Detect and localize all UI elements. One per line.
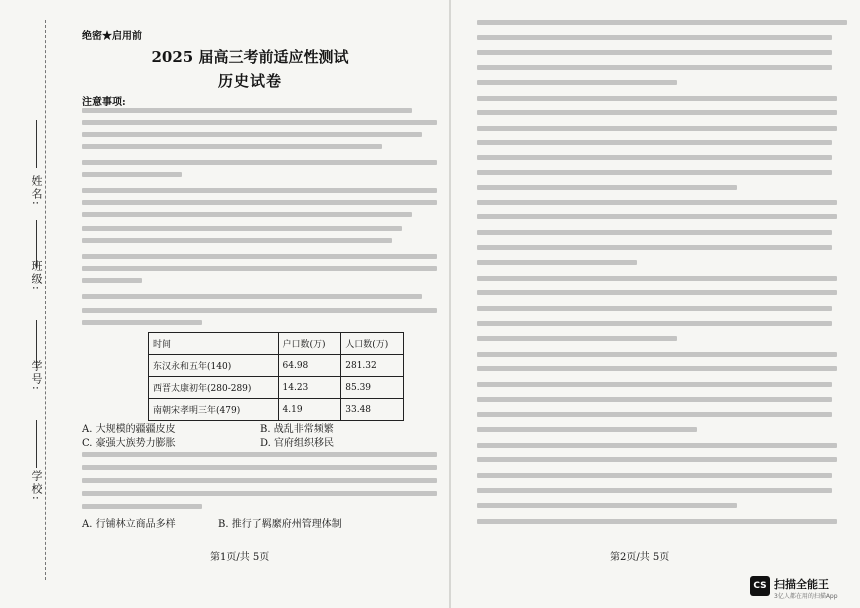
table-cell: 281.32 [341,355,404,377]
exam-subject: 历史试卷 [217,72,282,90]
table-cell: 西晋太康初年(280-289) [149,377,279,399]
question-options-line [477,126,837,131]
question-line [477,382,832,387]
question-line [477,155,832,160]
table-cell: 64.98 [278,355,341,377]
exam-title: 2025 届高三考前适应性测试 [151,48,349,66]
secret-label: 绝密★启用前 [82,31,142,42]
table-header-cell: 时间 [149,333,279,355]
question-line [477,35,832,40]
question-line [82,452,437,457]
binding-dashed-line [45,20,46,580]
question-line [82,320,202,325]
table-header-row [149,333,404,355]
notes-line [82,108,412,113]
question-line [82,278,142,283]
question-line [477,170,832,175]
question-line [477,65,832,70]
question-options-line [477,290,837,295]
question-line [477,80,677,85]
page-2-footer: 第2页/共 5页 [610,552,670,563]
q3-option-c: C. 豪强大族势力膨胀 [82,438,176,449]
scanner-tagline: 3亿人都在用的扫描App [774,593,838,600]
notes-label: 注意事项: [82,97,126,108]
question-line [82,254,437,259]
population-table [148,332,404,421]
question-options-line [477,110,837,115]
q3-option-d: D. 官府组织移民 [260,438,335,449]
question-line [82,308,437,313]
table-row [149,377,404,399]
section-heading-line [82,160,437,165]
table-header-cell: 户口数(万) [278,333,341,355]
table-cell: 14.23 [278,377,341,399]
question-options-line [477,276,837,281]
binding-margin [0,0,58,608]
question-line [477,397,832,402]
margin-label-student-id: 学号: [30,360,43,392]
question-line [477,412,832,417]
question-line [477,140,832,145]
question-line [82,491,437,496]
question-line [477,321,832,326]
question-line [477,503,737,508]
table-cell: 4.19 [278,399,341,421]
q4-option-a: A. 行铺林立商品多样 [82,519,176,530]
question-line [477,230,832,235]
question-line [82,200,437,205]
margin-label-school: 学校: [30,470,43,502]
notes-line [82,144,382,149]
question-line [477,20,847,25]
question-line [82,266,437,271]
question-line [477,488,832,493]
notes-line [82,132,422,137]
question-line [82,212,412,217]
question-line [477,50,832,55]
scanner-app-name: 扫描全能王 [774,578,829,591]
q4-option-b: B. 推行了羁縻府州管理体制 [218,519,342,530]
margin-label-name: 姓名: [30,175,43,207]
question-line [477,336,677,341]
page-fold [449,0,451,608]
q3-option-b: B. 战乱非常频繁 [260,424,334,435]
question-options-line [477,200,837,205]
page-1-footer: 第1页/共 5页 [210,552,270,563]
margin-label-class: 班级: [30,260,43,292]
question-line [477,427,697,432]
question-line [82,188,437,193]
scanner-watermark [750,572,850,602]
question-line [477,473,832,478]
table-header-cell: 人口数(万) [341,333,404,355]
table-cell: 南朝宋孝明三年(479) [149,399,279,421]
question-line [477,245,832,250]
table-cell: 33.48 [341,399,404,421]
scanner-logo-icon: CS [750,576,770,596]
question-options-line [477,457,837,462]
question-line [82,504,202,509]
question-options-line [477,366,837,371]
question-options-line [82,238,392,243]
question-line [82,465,437,470]
question-options-line [477,214,837,219]
section-heading-line [82,172,182,177]
question-options-line [477,443,837,448]
page-1 [60,0,440,608]
table-cell: 东汉永和五年(140) [149,355,279,377]
notes-line [82,120,437,125]
question-options-line [82,294,422,299]
question-line [477,260,637,265]
q3-option-a: A. 大规模的疆疆皮皮 [82,424,176,435]
table-cell: 85.39 [341,377,404,399]
question-options-line [477,96,837,101]
question-options-line [477,519,837,524]
question-line [82,478,437,483]
question-line [477,185,737,190]
question-options-line [477,352,837,357]
question-options-line [82,226,402,231]
table-row [149,399,404,421]
table-row [149,355,404,377]
page-2 [455,0,855,608]
question-line [477,306,832,311]
